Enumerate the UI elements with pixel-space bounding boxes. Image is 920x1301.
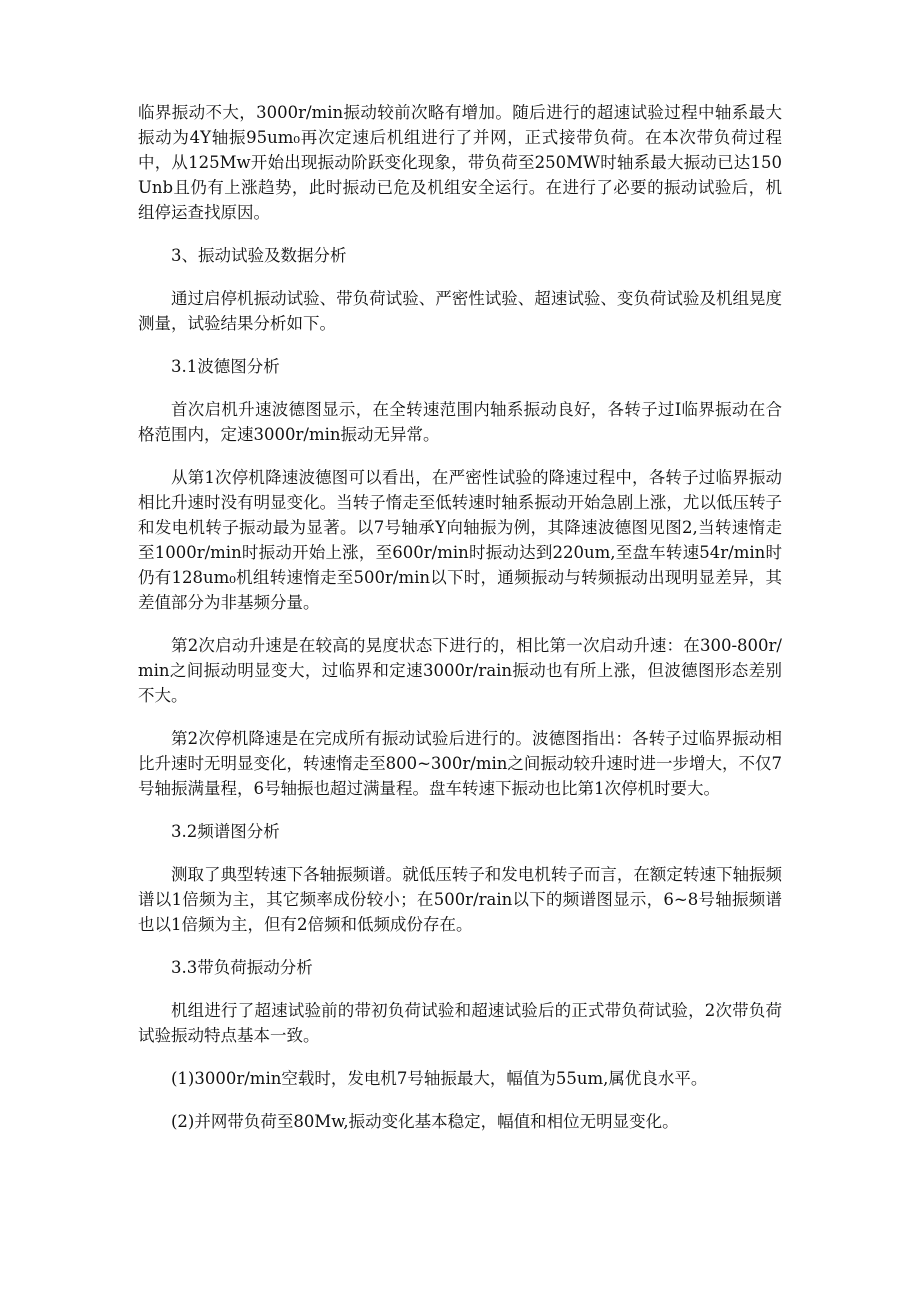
paragraph-second-shutdown: 第2次停机降速是在完成所有振动试验后进行的。波德图指出：各转子过临界振动相比升速时无明显变化，转速惰走至800~300r/min之间振动较升速时进一步增大，不仅7号轴振满量程，6号轴振也超过满量程。盘车转速下振动也比第1次停机时要大。 bbox=[138, 729, 782, 798]
paragraph-spectrum: 测取了典型转速下各轴振频谱。就低压转子和发电机转子而言，在额定转速下轴振频谱以1倍频为主，其它频率成份较小；在500r/rain以下的频谱图显示，6~8号轴振频谱也以1倍频为主，但有2倍频和低频成份存在。 bbox=[138, 865, 782, 934]
paragraph-item-2: (2)并网带负荷至80Mw,振动变化基本稳定，幅值和相位无明显变化。 bbox=[171, 1112, 679, 1131]
section-heading-3-3: 3.3带负荷振动分析 bbox=[171, 958, 313, 977]
paragraph-second-startup: 第2次启动升速是在较高的晃度状态下进行的，相比第一次启动升速：在300-800r/min之间振动明显变大，过临界和定速3000r/rain振动也有所上涨，但波德图形态差别不大。 bbox=[138, 636, 782, 705]
paragraph-load-tests: 机组进行了超速试验前的带初负荷试验和超速试验后的正式带负荷试验，2次带负荷试验振动特点基本一致。 bbox=[138, 1001, 782, 1045]
paragraph-tests-overview: 通过启停机振动试验、带负荷试验、严密性试验、超速试验、变负荷试验及机组晃度测量，试验结果分析如下。 bbox=[138, 289, 782, 333]
paragraph-item-1: (1)3000r/min空载时，发电机7号轴振最大，幅值为55um,属优良水平。 bbox=[171, 1069, 708, 1088]
section-heading-3-2: 3.2频谱图分析 bbox=[171, 822, 280, 841]
section-heading-3-1: 3.1波德图分析 bbox=[171, 357, 280, 376]
paragraph-first-shutdown: 从第1次停机降速波德图可以看出，在严密性试验的降速过程中，各转子过临界振动相比升速时没有明显变化。当转子惰走至低转速时轴系振动开始急剧上涨，尤以低压转子和发电机转子振动最为显著。以7号轴承Y向轴振为例，其降速波德图见图2,当转速惰走至1000r/min时振动开始上涨，至600r/min时振动达到220um,至盘车转速54r/min时仍有128um₀机组转速惰走至500r/min以下时，通频振动与转频振动出现明显差异，其差值部分为非基频分量。 bbox=[138, 468, 782, 612]
paragraph-first-startup: 首次启机升速波德图显示，在全转速范围内轴系振动良好，各转子过I临界振动在合格范围内，定速3000r/min振动无异常。 bbox=[138, 400, 782, 444]
section-heading-3: 3、振动试验及数据分析 bbox=[171, 246, 347, 265]
paragraph-intro: 临界振动不大，3000r/min振动较前次略有增加。随后进行的超速试验过程中轴系最大振动为4Y轴振95um₀再次定速后机组进行了并网，正式接带负荷。在本次带负荷过程中，从125Mw开始出现振动阶跃变化现象，带负荷至250MW时轴系最大振动已达150Unb且仍有上涨趋势，此时振动已危及机组安全运行。在进行了必要的振动试验后，机组停运查找原因。 bbox=[138, 103, 782, 222]
